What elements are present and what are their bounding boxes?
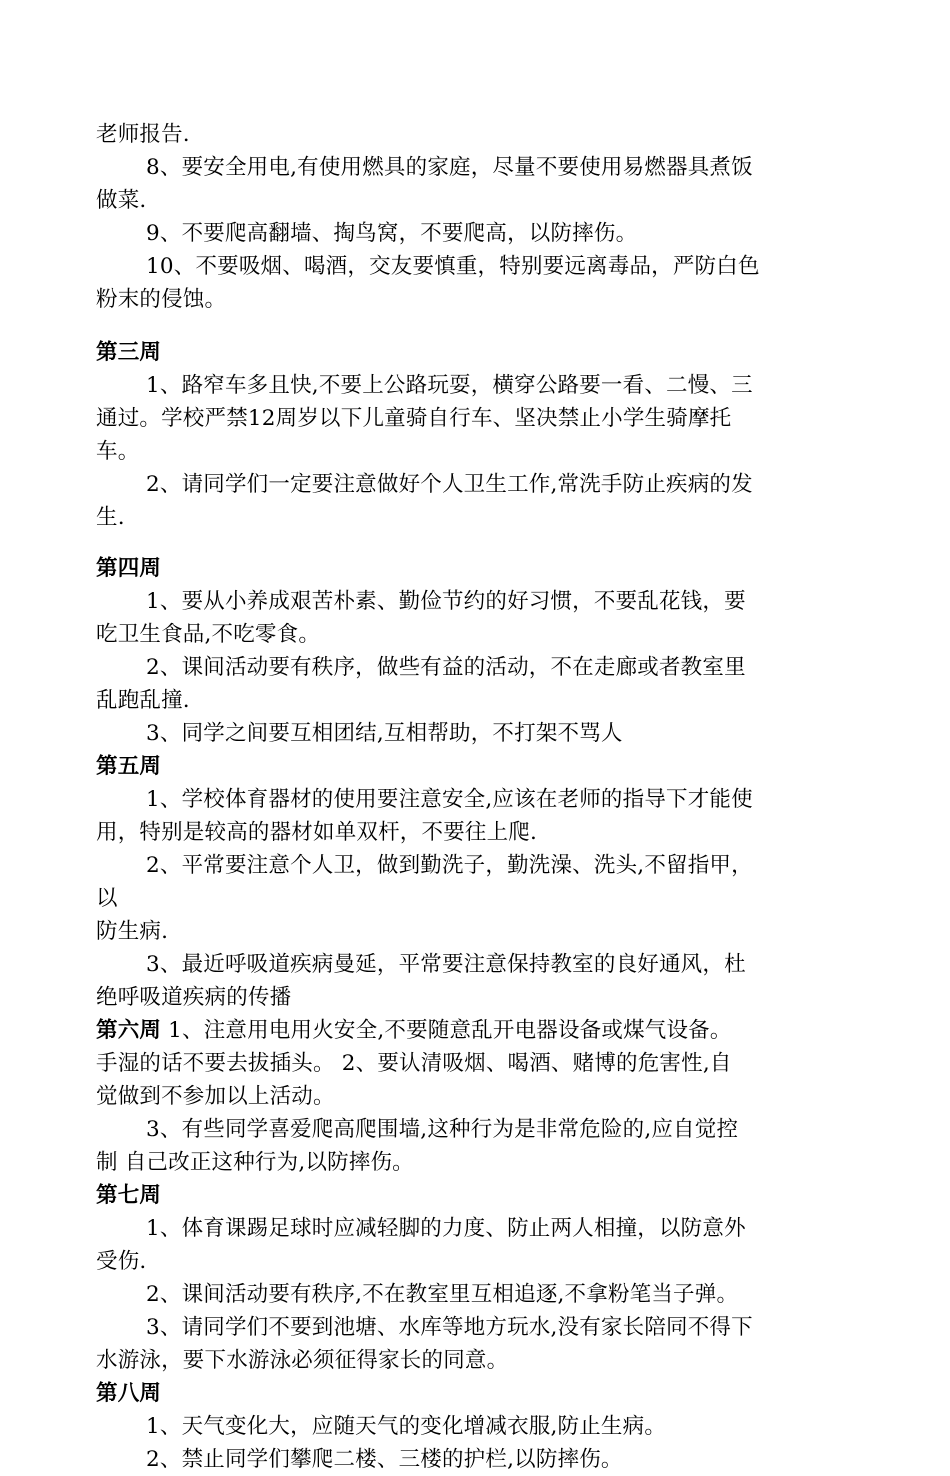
text-line: 8、要安全用电,有使用燃具的家庭，尽量不要使用易燃器具煮饭 — [146, 155, 753, 180]
text-line — [96, 1014, 862, 1047]
text-line: 10、不要吸烟、喝酒，交友要慎重，特别要远离毒品，严防白色 — [146, 254, 760, 279]
text-line: 水游泳，要下水游泳必须征得家长的同意。 — [96, 1348, 509, 1373]
text-line: 生. — [96, 505, 125, 530]
section-heading-week7: 第七周 — [96, 1183, 162, 1208]
section-spacer — [96, 534, 862, 552]
text-line: 觉做到不参加以上活动。 — [96, 1084, 335, 1109]
section-heading-week6: 第六周 — [96, 1018, 162, 1043]
text-run: 1、注意用电用火安全,不要随意乱开电器设备或煤气设备。 — [168, 1018, 732, 1043]
text-line: 2、课间活动要有秩序,不在教室里互相追逐,不拿粉笔当子弹。 — [146, 1282, 739, 1307]
text-line: 绝呼吸道疾病的传播 — [96, 985, 292, 1010]
text-line: 粉末的侵蚀。 — [96, 287, 227, 312]
section-heading-week5: 第五周 — [96, 754, 162, 779]
section-spacer — [96, 316, 862, 336]
text-line: 2、课间活动要有秩序，做些有益的活动，不在走廊或者教室里 — [146, 655, 746, 680]
text-line: 3、请同学们不要到池塘、水库等地方玩水,没有家长陪同不得下 — [146, 1315, 753, 1340]
text-line: 手湿的话不要去拔插头。 2、要认清吸烟、喝酒、赌博的危害性,自 — [96, 1051, 732, 1076]
text-line: 3、有些同学喜爱爬高爬围墙,这种行为是非常危险的,应自觉控 — [146, 1117, 739, 1142]
text-line: 1、体育课踢足球时应减轻脚的力度、防止两人相撞，以防意外 — [146, 1216, 746, 1241]
section-heading-week4: 第四周 — [96, 556, 162, 581]
text-line: 乱跑乱撞. — [96, 688, 190, 713]
text-line: 9、不要爬高翻墙、掏鸟窝，不要爬高，以防摔伤。 — [146, 221, 638, 246]
text-line: 以 — [96, 886, 118, 911]
text-line: 用，特别是较高的器材如单双杆，不要往上爬. — [96, 820, 538, 845]
text-line: 2、平常要注意个人卫，做到勤洗子，勤洗澡、洗头,不留指甲， — [146, 853, 753, 878]
document-page — [96, 118, 862, 1476]
text-line: 车。 — [96, 439, 140, 464]
section-heading-week3: 第三周 — [96, 340, 162, 365]
text-line: 做菜. — [96, 188, 147, 213]
text-line: 2、禁止同学们攀爬二楼、三楼的护栏,以防摔伤。 — [146, 1447, 623, 1472]
text-line: 3、最近呼吸道疾病曼延，平常要注意保持教室的良好通风，杜 — [146, 952, 746, 977]
text-line: 3、同学之间要互相团结,互相帮助，不打架不骂人 — [146, 721, 623, 746]
text-line: 1、路窄车多且快,不要上公路玩耍，横穿公路要一看、二慢、三 — [146, 373, 753, 398]
text-line: 防生病. — [96, 919, 169, 944]
section-heading-week8: 第八周 — [96, 1381, 162, 1406]
text-line: 受伤. — [96, 1249, 147, 1274]
text-line: 制 自己改正这种行为,以防摔伤。 — [96, 1150, 414, 1175]
text-line: 2、请同学们一定要注意做好个人卫生工作,常洗手防止疾病的发 — [146, 472, 753, 497]
text-line: 老师报告. — [96, 122, 190, 147]
text-line: 通过。学校严禁12周岁以下儿童骑自行车、坚决禁止小学生骑摩托 — [96, 406, 732, 431]
text-line: 1、天气变化大，应随天气的变化增减衣服,防止生病。 — [146, 1414, 667, 1439]
text-line: 吃卫生食品,不吃零食。 — [96, 622, 321, 647]
text-line: 1、要从小养成艰苦朴素、勤俭节约的好习惯，不要乱花钱，要 — [146, 589, 746, 614]
text-line: 1、学校体育器材的使用要注意安全,应该在老师的指导下才能使 — [146, 787, 753, 812]
